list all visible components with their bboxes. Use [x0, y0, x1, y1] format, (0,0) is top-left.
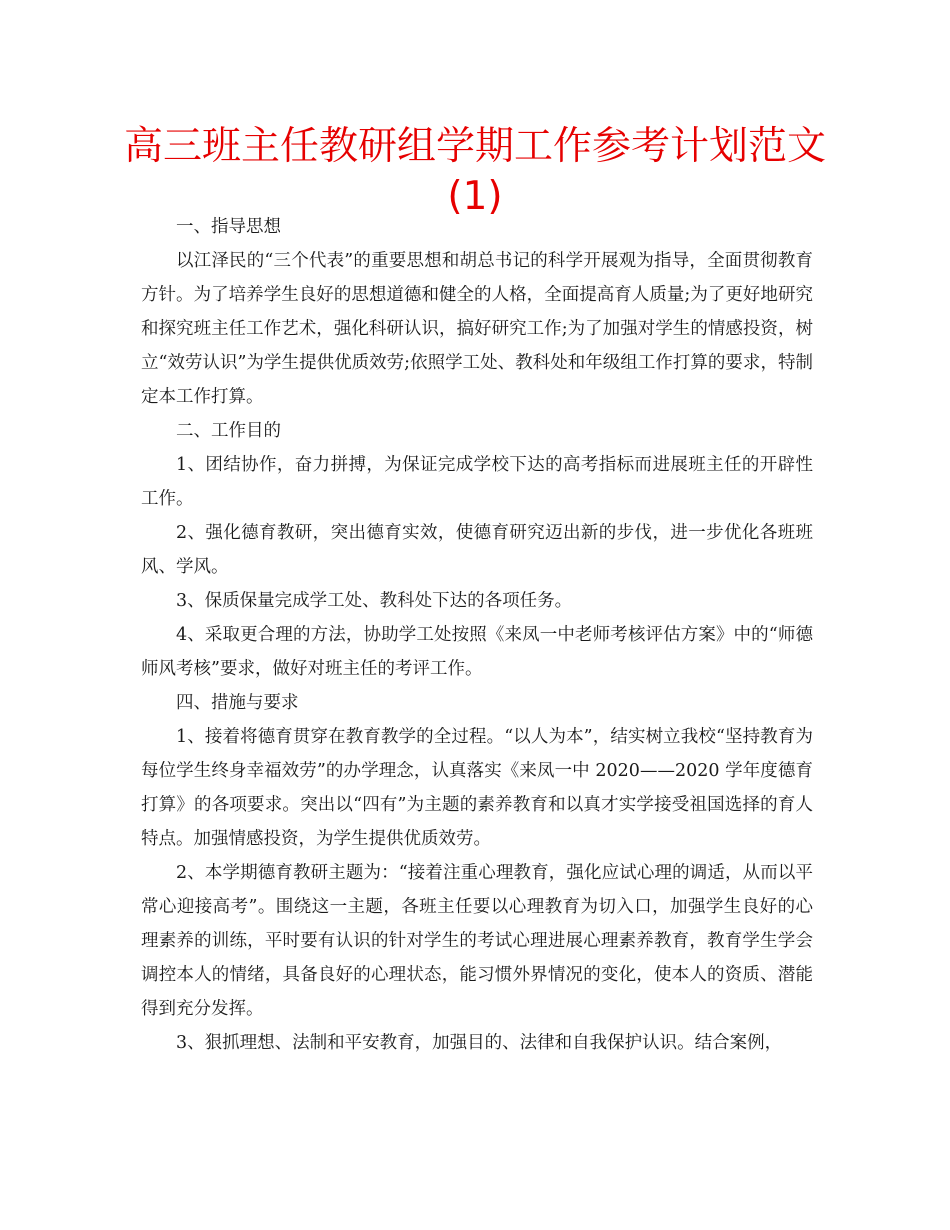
paragraph-guiding-ideology: 以江泽民的“三个代表”的重要思想和胡总书记的科学开展观为指导，全面贯彻教育方针。为了培养学生良好的思想道德和健全的人格，全面提高育人质量;为了更好地研究和探究班主任工作艺术，强化科研认识，搞好研究工作;为了加强对学生的情感投资，树立“效劳认识”为学生提供优质效劳;依照学工处、教科处和年级组工作打算的要求，特制定本工作打算。 [141, 251, 813, 407]
goal-item-3: 3、保质保量完成学工处、教科处下达的各项任务。 [176, 591, 573, 611]
section-heading-work-goals: 二、工作目的 [176, 421, 281, 441]
goal-item-1: 1、团结协作，奋力拼搏，为保证完成学校下达的高考指标而进展班主任的开辟性工作。 [141, 455, 813, 509]
section-heading-guiding-ideology: 一、指导思想 [176, 217, 281, 237]
measure-item-3: 3、狠抓理想、法制和平安教育，加强目的、法律和自我保护认识。结合案例， [176, 1033, 783, 1053]
document-body [141, 210, 813, 1060]
section-heading-measures: 四、措施与要求 [176, 693, 299, 713]
goal-item-4: 4、采取更合理的方法，协助学工处按照《来凤一中老师考核评估方案》中的“师德师风考核”要求，做好对班主任的考评工作。 [141, 625, 813, 679]
document-title-continuation: (1) [447, 174, 503, 219]
document-title: 高三班主任教研组学期工作参考计划范文 [123, 124, 826, 169]
measure-item-2: 2、本学期德育教研主题为：“接着注重心理教育，强化应试心理的调适，从而以平常心迎接高考”。围绕这一主题，各班主任要以心理教育为切入口，加强学生良好的心理素养的训练，平时要有认识的针对学生的考试心理进展心理素养教育，教育学生学会调控本人的情绪，具备良好的心理状态，能习惯外界情况的变化，使本人的资质、潜能得到充分发挥。 [141, 863, 813, 1019]
goal-item-2: 2、强化德育教研，突出德育实效，使德育研究迈出新的步伐，进一步优化各班班风、学风。 [141, 523, 813, 577]
measure-item-1: 1、接着将德育贯穿在教育教学的全过程。“以人为本”，结实树立我校“坚持教育为每位学生终身幸福效劳”的办学理念，认真落实《来凤一中 2020——2020 学年度德育打算》的各项要求。突出以“四有”为主题的素养教育和以真才实学接受祖国选择的育人特点。加强情感投资，为学生提供优质效劳。 [141, 727, 813, 849]
